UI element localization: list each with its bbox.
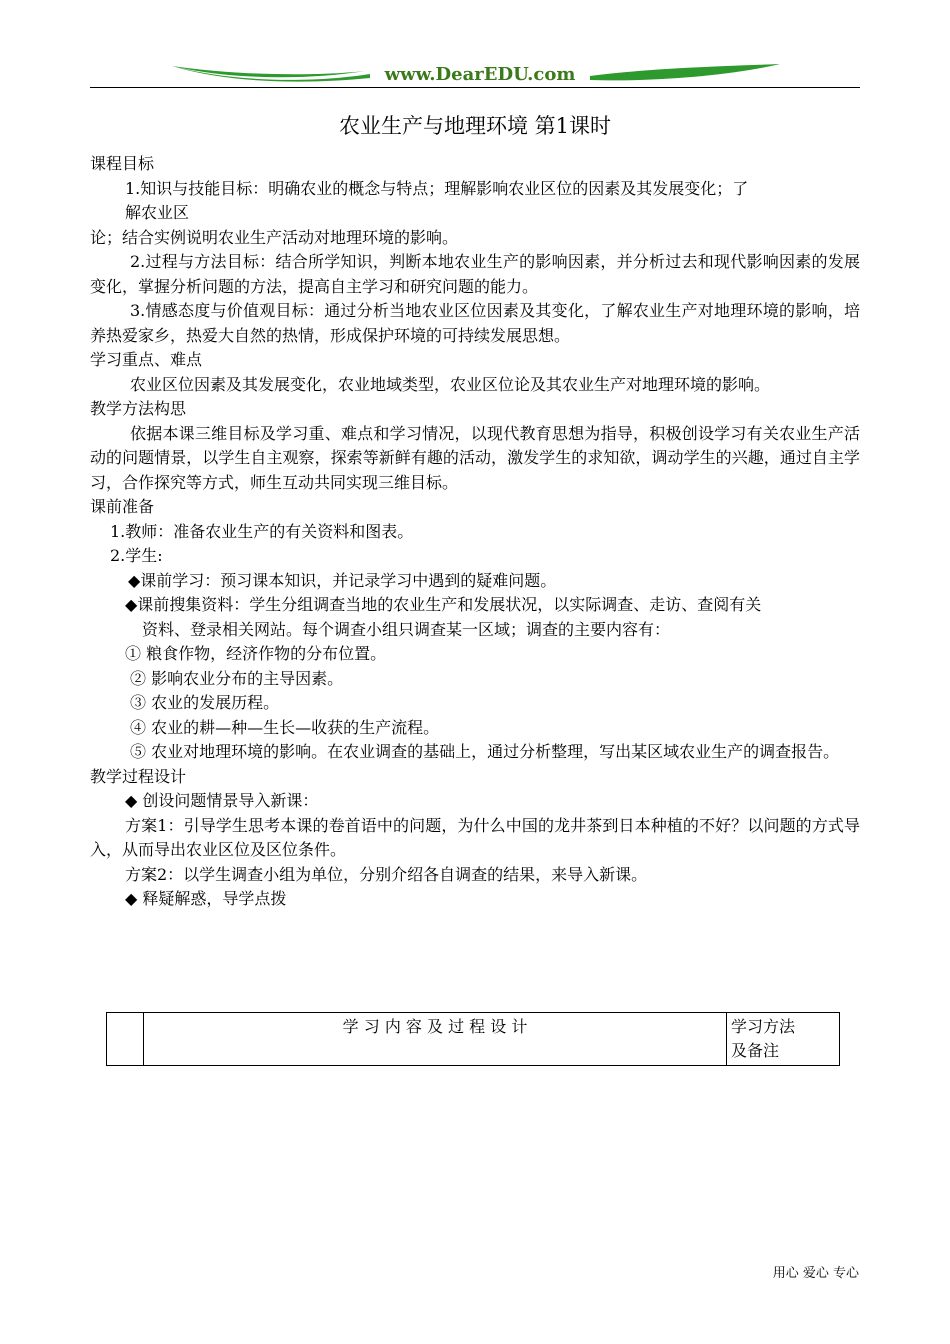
- survey-item-2: ② 影响农业分布的主导因素。: [130, 668, 344, 688]
- table-cell-index: [107, 1013, 144, 1066]
- document-body: [90, 152, 860, 912]
- banner-left-swoosh: [172, 66, 370, 82]
- prep-teacher: 1.教师：准备农业生产的有关资料和图表。: [110, 521, 414, 541]
- section-heading-method: 教学方法构思: [90, 399, 187, 418]
- survey-item-1: ① 粮食作物，经济作物的分布位置。: [125, 644, 387, 663]
- section-heading-prep: 课前准备: [90, 497, 155, 516]
- plan1-paragraph: 方案1：引导学生思考本课的卷首语中的问题，为什么中国的龙井茶到日本种植的不好？以问题的方式导入，从而导出农业区位及区位条件。: [90, 815, 860, 859]
- site-banner: [90, 58, 860, 94]
- survey-item-3: ③ 农业的发展历程。: [130, 693, 280, 712]
- prep-student-item-2a: ◆课前搜集资料：学生分组调查当地的农业生产和发展状况，以实际调查、走访、查阅有关: [125, 595, 762, 614]
- section-heading-process: 教学过程设计: [90, 766, 187, 786]
- table-header-notes-line2: 及备注: [731, 1041, 780, 1060]
- page-title: 农业生产与地理环境 第1课时: [338, 114, 612, 138]
- footer-motto: 用心 爱心 专心: [772, 1266, 859, 1281]
- goal3-paragraph: 3.情感态度与价值观目标：通过分析当地农业区位因素及其变化，了解农业生产对地理环境的影响，培养热爱家乡，热爱大自然的热情，形成保护环境的可持续发展思想。: [90, 301, 860, 345]
- goal1-line-a: 1.知识与技能目标：明确农业的概念与特点；理解影响农业区位的因素及其发展变化；了: [125, 178, 749, 198]
- process-bullet-2: ◆ 释疑解惑，导学点拨: [125, 889, 287, 908]
- table-header-notes-line1: 学习方法: [731, 1017, 796, 1036]
- survey-item-5: ⑤ 农业对地理环境的影响。在农业调查的基础上，通过分析整理，写出某区域农业生产的调查报告。: [130, 742, 840, 761]
- section-heading-goals: 课程目标: [90, 154, 155, 173]
- goal2-paragraph: 2.过程与方法目标：结合所学知识，判断本地农业生产的影响因素，并分析过去和现代影响因素的发展变化，掌握分析问题的方法，提高自主学习和研究问题的能力。: [90, 252, 860, 296]
- banner-site-text: www.DearEDU.com: [384, 64, 576, 85]
- banner-right-swoosh: [590, 64, 780, 80]
- prep-student: 2.学生:: [110, 546, 163, 565]
- plan2-paragraph: 方案2：以学生调查小组为单位，分别介绍各自调查的结果，来导入新课。: [125, 864, 648, 884]
- prep-student-item-2b: 资料、登录相关网站。每个调查小组只调查某一区域；调查的主要内容有：: [142, 619, 671, 639]
- survey-item-4: ④ 农业的耕—种—生长—收获的生产流程。: [130, 717, 440, 737]
- table-header-content: 学 习 内 容 及 过 程 设 计: [144, 1013, 727, 1066]
- goal1-line-b: 解农业区: [125, 203, 190, 222]
- table-header-notes: [727, 1013, 840, 1066]
- method-paragraph: 依据本课三维目标及学习重、难点和学习情况，以现代教育思想为指导，积极创设学习有关农业生产活动的问题情景，以学生自主观察，探索等新鲜有趣的活动，激发学生的求知欲，调动学生的兴趣，通过自主学习，合作探究等方式，师生互动共同实现三维目标。: [90, 423, 860, 492]
- goal1-line-c: 论；结合实例说明农业生产活动对地理环境的影响。: [90, 227, 459, 247]
- table-row: [107, 1013, 840, 1066]
- section-heading-focus: 学习重点、难点: [90, 350, 203, 369]
- header-rule: [90, 87, 860, 88]
- process-table: [106, 1012, 840, 1066]
- prep-student-item-1: ◆课前学习：预习课本知识，并记录学习中遇到的疑难问题。: [128, 570, 557, 590]
- focus-paragraph: 农业区位因素及其发展变化，农业地域类型，农业区位论及其农业生产对地理环境的影响。: [130, 374, 771, 394]
- process-bullet-1: ◆ 创设问题情景导入新课：: [125, 791, 319, 810]
